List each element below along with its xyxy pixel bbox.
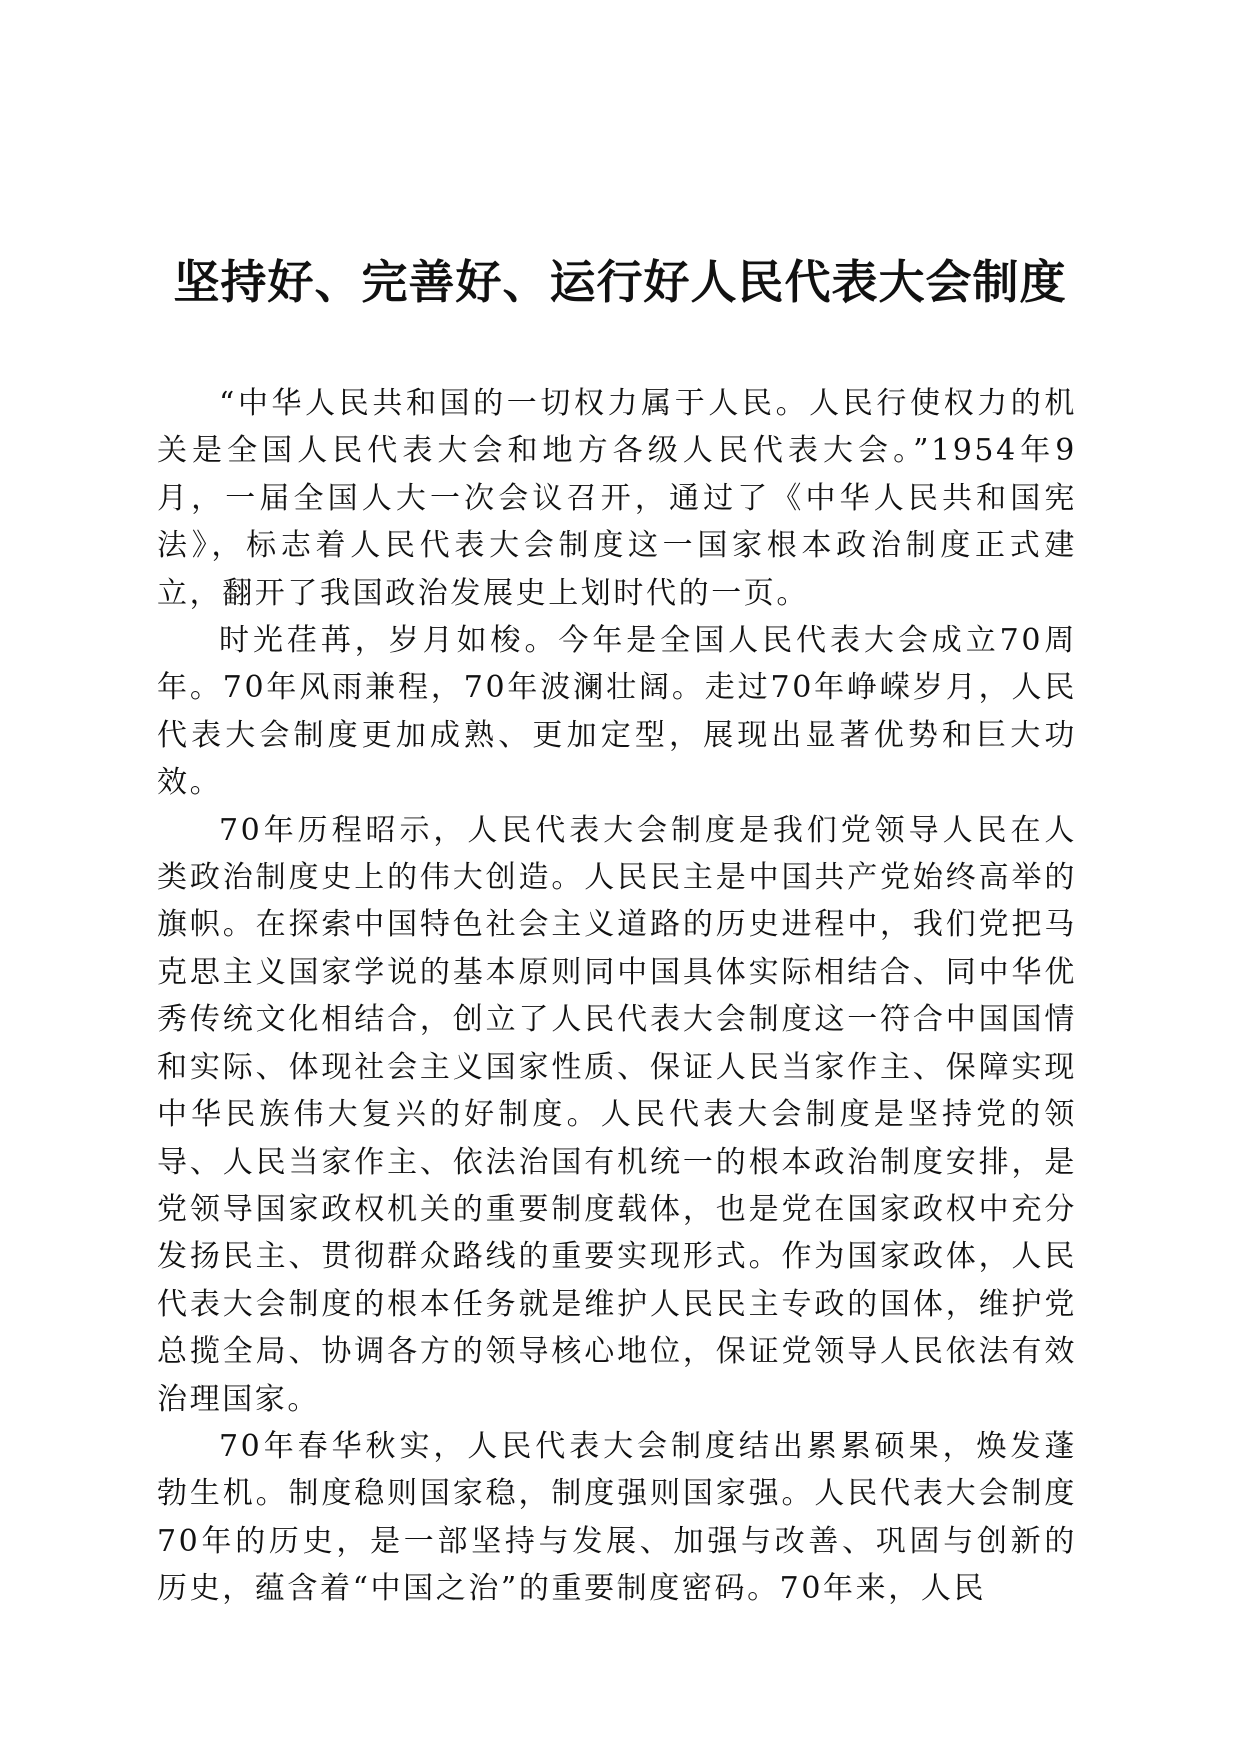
- paragraph-4: 70年春华秋实，人民代表大会制度结出累累硕果，焕发蓬勃生机。制度稳则国家稳，制度强则国家强。人民代表大会制度70年的历史，是一部坚持与发展、加强与改善、巩固与创新的历史，蕴含着“中国之治”的重要制度密码。70年来，人民: [157, 1428, 1077, 1607]
- paragraph-1: “中华人民共和国的一切权力属于人民。人民行使权力的机关是全国人民代表大会和地方各级人民代表大会。”1954年9月，一届全国人大一次会议召开，通过了《中华人民共和国宪法》，标志着人民代表大会制度这一国家根本政治制度正式建立，翻开了我国政治发展史上划时代的一页。: [157, 386, 1077, 611]
- paragraph-3: 70年历程昭示，人民代表大会制度是我们党领导人民在人类政治制度史上的伟大创造。人民民主是中国共产党始终高举的旗帜。在探索中国特色社会主义道路的历史进程中，我们党把马克思主义国家学说的基本原则同中国具体实际相结合、同中华优秀传统文化相结合，创立了人民代表大会制度这一符合中国国情和实际、体现社会主义国家性质、保证人民当家作主、保障实现中华民族伟大复兴的好制度。人民代表大会制度是坚持党的领导、人民当家作主、依法治国有机统一的根本政治制度安排，是党领导国家政权机关的重要制度载体，也是党在国家政权中充分发扬民主、贯彻群众路线的重要实现形式。作为国家政体，人民代表大会制度的根本任务就是维护人民民主专政的国体，维护党总揽全局、协调各方的领导核心地位，保证党领导人民依法有效治理国家。: [157, 812, 1077, 1417]
- document-title: 坚持好、完善好、运行好人民代表大会制度: [173, 255, 1067, 309]
- document-body: [157, 380, 1077, 1613]
- paragraph-2: 时光荏苒，岁月如梭。今年是全国人民代表大会成立70周年。70年风雨兼程，70年波澜壮阔。走过70年峥嵘岁月，人民代表大会制度更加成熟、更加定型，展现出显著优势和巨大功效。: [157, 623, 1077, 801]
